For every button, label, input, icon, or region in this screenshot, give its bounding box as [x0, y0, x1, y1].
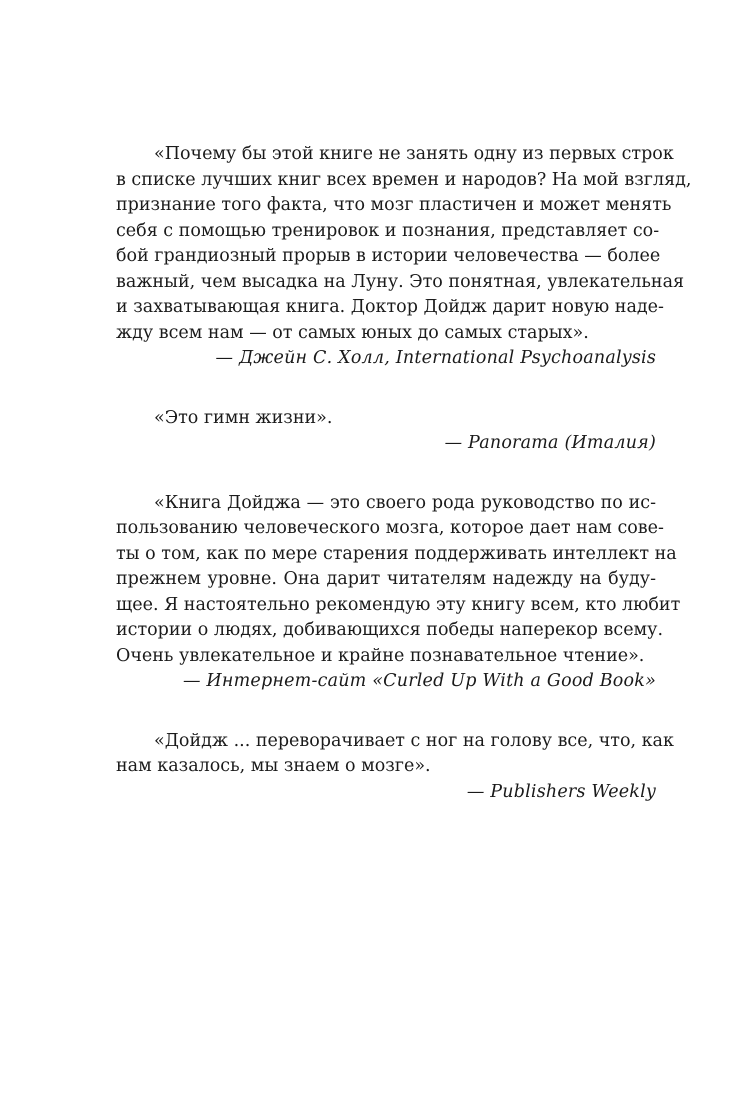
quote-line: истории о людях, добивающихся победы наперекор всему. [116, 620, 664, 640]
quote-line: себя с помощью тренировок и познания, представляет со- [116, 220, 660, 241]
quote-line: признание того факта, что мозг пластичен и может менять [116, 195, 672, 215]
blurb-hall [116, 142, 692, 372]
quote-line: «Это гимн жизни». [154, 407, 333, 428]
quote-attribution: — Publishers Weekly [466, 781, 656, 802]
quote-line: и захватывающая книга. Доктор Дойдж дарит новую наде- [116, 297, 664, 317]
quote-line: важный, чем высадка на Луну. Это понятная, увлекательная [116, 271, 685, 292]
blurb-panorama [116, 406, 656, 457]
quote-line: «Дойдж ... переворачивает с ног на голову все, что, как [154, 730, 674, 751]
quote-line: прежнем уровне. Она дарит читателям надежду на буду- [116, 569, 656, 589]
quote-line: «Почему бы этой книге не занять одну из первых строк [154, 144, 674, 164]
quote-line: «Книга Дойджа — это своего рода руководство по ис- [154, 492, 656, 513]
blurb-curled-up [116, 491, 681, 695]
page-body [116, 142, 692, 839]
quote-line: бой грандиозный прорыв в истории человечества — более [116, 246, 661, 266]
quote-line: в списке лучших книг всех времен и народов? На мой взгляд, [116, 169, 692, 190]
quote-attribution: — Интернет-сайт «Curled Up With a Good Book» [182, 671, 656, 691]
quote-line: пользованию человеческого мозга, которое дает нам сове- [116, 518, 664, 538]
quote-attribution: — Panorama (Италия) [444, 433, 656, 453]
quote-line: нам казалось, мы знаем о мозге». [116, 756, 431, 776]
quote-attribution: — Джейн С. Холл, International Psychoanalysis [215, 348, 656, 368]
quote-line: щее. Я настоятельно рекомендую эту книгу всем, кто любит [116, 594, 681, 615]
quote-line: жду всем нам — от самых юных до самых старых». [116, 322, 589, 343]
quote-line: ты о том, как по мере старения поддерживать интеллект на [116, 543, 677, 564]
quote-line: Очень увлекательное и крайне познавательное чтение». [116, 645, 645, 666]
blurb-publishers-weekly [116, 729, 674, 806]
